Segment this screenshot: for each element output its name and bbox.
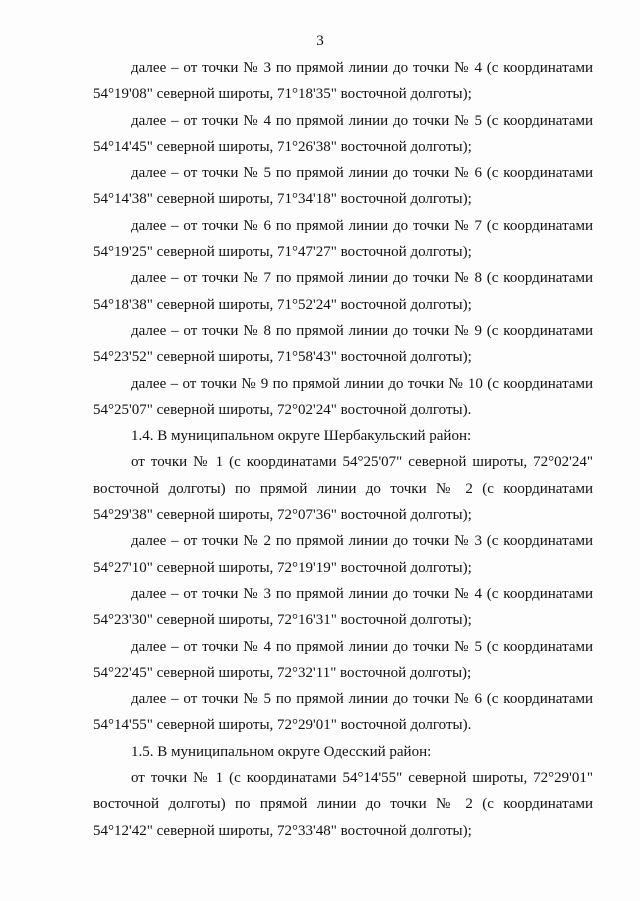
paragraph: далее – от точки № 2 по прямой линии до точки № 3 (с координатами 54°27'10" северной широты, 72°19'19" восточной долготы); — [93, 533, 593, 576]
section-heading: 1.4. В муниципальном округе Шербакульский район: — [131, 428, 472, 445]
paragraph: от точки № 1 (с координатами 54°25'07" северной широты, 72°02'24" восточной долготы) по прямой линии до точки № 2 (с координатами 54°29'38" северной широты, 72°07'36" восточной долготы); — [93, 454, 593, 524]
paragraph: далее – от точки № 4 по прямой линии до точки № 5 (с координатами 54°22'45" северной широты, 72°32'11" восточной долготы); — [93, 638, 593, 681]
paragraph: далее – от точки № 5 по прямой линии до точки № 6 (с координатами 54°14'38" северной широты, 71°34'18" восточной долготы); — [93, 165, 593, 208]
paragraph: далее – от точки № 6 по прямой линии до точки № 7 (с координатами 54°19'25" северной широты, 71°47'27" восточной долготы); — [93, 217, 593, 261]
paragraph: далее – от точки № 9 по прямой линии до точки № 10 (с координатами 54°25'07" северной широты, 72°02'24" восточной долготы). — [93, 375, 593, 418]
paragraph: далее – от точки № 3 по прямой линии до точки № 4 (с координатами 54°19'08" северной широты, 71°18'35" восточной долготы); — [93, 60, 593, 103]
paragraph: далее – от точки № 8 по прямой линии до точки № 9 (с координатами 54°23'52" северной широты, 71°58'43" восточной долготы); — [93, 322, 593, 366]
paragraph: от точки № 1 (с координатами 54°14'55" северной широты, 72°29'01" восточной долготы) по прямой линии до точки № 2 (с координатами 54°12'42" северной широты, 72°33'48" восточной долготы); — [93, 770, 593, 839]
paragraph: далее – от точки № 4 по прямой линии до точки № 5 (с координатами 54°14'45" северной широты, 71°26'38" восточной долготы); — [93, 112, 593, 155]
paragraph: далее – от точки № 3 по прямой линии до точки № 4 (с координатами 54°23'30" северной широты, 72°16'31" восточной долготы); — [93, 585, 593, 629]
paragraph: далее – от точки № 5 по прямой линии до точки № 6 (с координатами 54°14'55" северной широты, 72°29'01" восточной долготы). — [93, 691, 593, 734]
document-body — [93, 55, 593, 844]
section-heading: 1.5. В муниципальном округе Одесский район: — [131, 743, 432, 760]
paragraph: далее – от точки № 7 по прямой линии до точки № 8 (с координатами 54°18'38" северной широты, 71°52'24" восточной долготы); — [93, 270, 593, 313]
page-number: 3 — [316, 33, 324, 49]
